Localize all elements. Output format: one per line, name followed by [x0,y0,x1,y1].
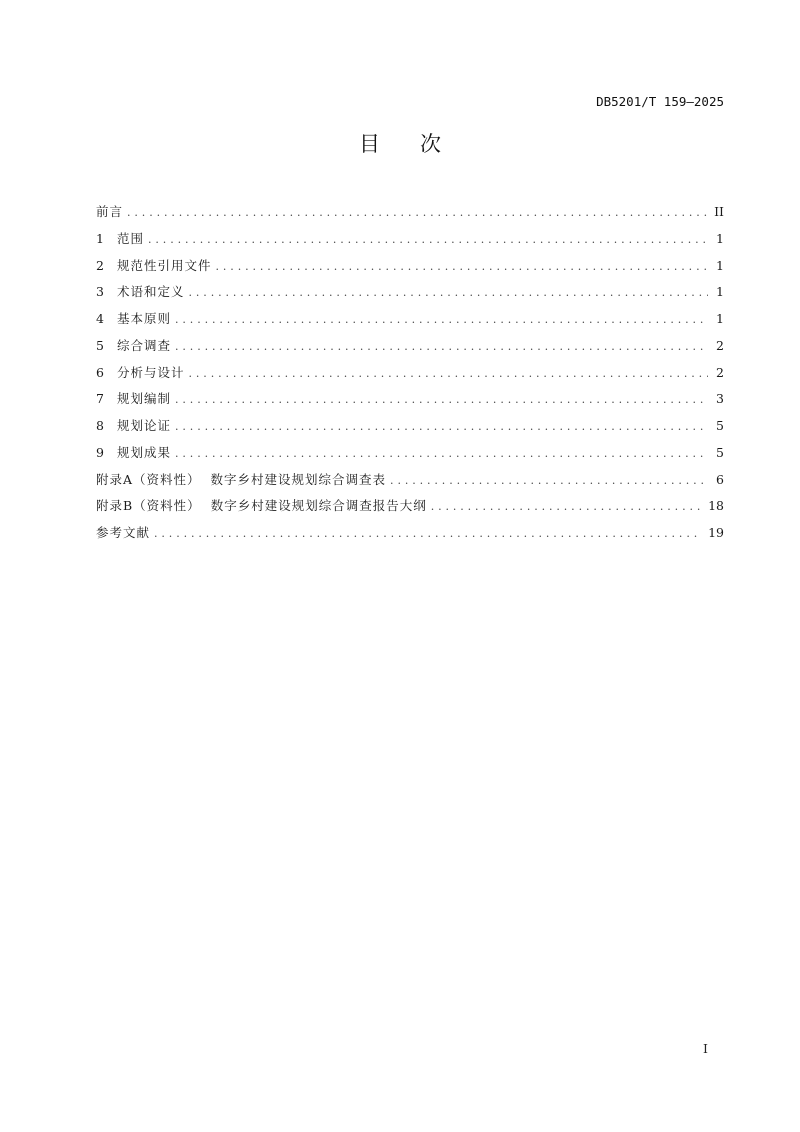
toc-entry-comprehensive-survey[interactable] [96,336,724,363]
dot-leader [148,230,708,250]
toc-entry-number: 3 [96,284,104,300]
toc-entry-number: 4 [96,311,104,326]
toc-entry-label [96,496,427,516]
toc-entry-page: 1 [716,257,724,273]
toc-entry-page: II [714,204,724,219]
toc-entry-number: 6 [96,364,104,380]
toc-entry-page: 1 [716,284,724,300]
dot-leader [175,310,708,330]
toc-entry-page: 1 [716,311,724,326]
dot-leader [175,417,708,437]
page-title [0,128,800,158]
dot-leader [175,337,708,357]
toc-entry-plan-compilation[interactable] [96,389,724,416]
toc-entry-page: 18 [708,498,724,514]
toc-entry-label: 规划论证 [117,418,172,433]
toc-entry-number: 5 [96,337,104,353]
toc-entry-appendix-a[interactable] [96,470,724,497]
toc-entry-basic-principles[interactable] [96,309,724,336]
toc-entry-appendix-b[interactable] [96,496,724,523]
toc-entry-terms-definitions[interactable] [96,282,724,309]
toc-entry-bibliography[interactable] [96,523,724,550]
page-number: I [703,1041,708,1056]
toc-entry-page: 5 [716,444,724,460]
toc-entry-foreword[interactable] [96,202,724,229]
toc-entry-label [96,470,386,490]
dot-leader [127,203,708,223]
table-of-contents [96,202,724,550]
dot-leader [189,283,708,303]
toc-entry-label: 规范性引用文件 [117,257,212,273]
toc-entry-label: 综合调查 [117,337,172,353]
appendix-prefix: 附录B（资料性） [96,498,201,514]
appendix-prefix: 附录A（资料性） [96,471,201,487]
toc-entry-page: 6 [716,471,724,487]
toc-entry-scope[interactable] [96,229,724,256]
appendix-title: 数字乡村建设规划综合调查表 [210,471,387,487]
toc-entry-plan-demonstration[interactable] [96,416,724,443]
toc-entry-label: 术语和定义 [117,284,185,300]
toc-entry-label: 基本原则 [117,311,172,326]
toc-entry-label: 规划编制 [117,391,172,407]
toc-entry-number: 2 [96,257,104,273]
toc-entry-page: 3 [716,391,724,407]
title-char-1: 目 [359,132,380,156]
toc-entry-number: 7 [96,391,104,407]
toc-entry-page: 1 [716,230,724,246]
toc-entry-page: 2 [716,364,724,380]
toc-entry-label: 规划成果 [117,444,172,460]
toc-entry-number: 9 [96,444,104,460]
toc-entry-label: 前言 [96,204,124,219]
toc-entry-label: 分析与设计 [117,364,185,380]
toc-entry-number: 1 [96,230,104,246]
title-char-2: 次 [420,132,441,156]
appendix-title: 数字乡村建设规划综合调查报告大纲 [210,498,427,514]
toc-entry-page: 5 [716,418,724,433]
dot-leader [216,257,708,277]
dot-leader [175,444,708,464]
dot-leader [390,471,708,491]
toc-entry-page: 19 [708,525,724,540]
toc-entry-plan-results[interactable] [96,443,724,470]
dot-leader [154,524,702,544]
toc-entry-label: 参考文献 [96,525,151,540]
toc-entry-analysis-design[interactable] [96,363,724,390]
dot-leader [175,390,708,410]
toc-entry-page: 2 [716,337,724,353]
toc-entry-number: 8 [96,418,104,433]
toc-entry-normative-references[interactable] [96,256,724,283]
dot-leader [431,497,702,517]
document-code: DB5201/T 159—2025 [596,94,724,109]
toc-entry-label: 范围 [117,230,145,246]
dot-leader [189,364,708,384]
